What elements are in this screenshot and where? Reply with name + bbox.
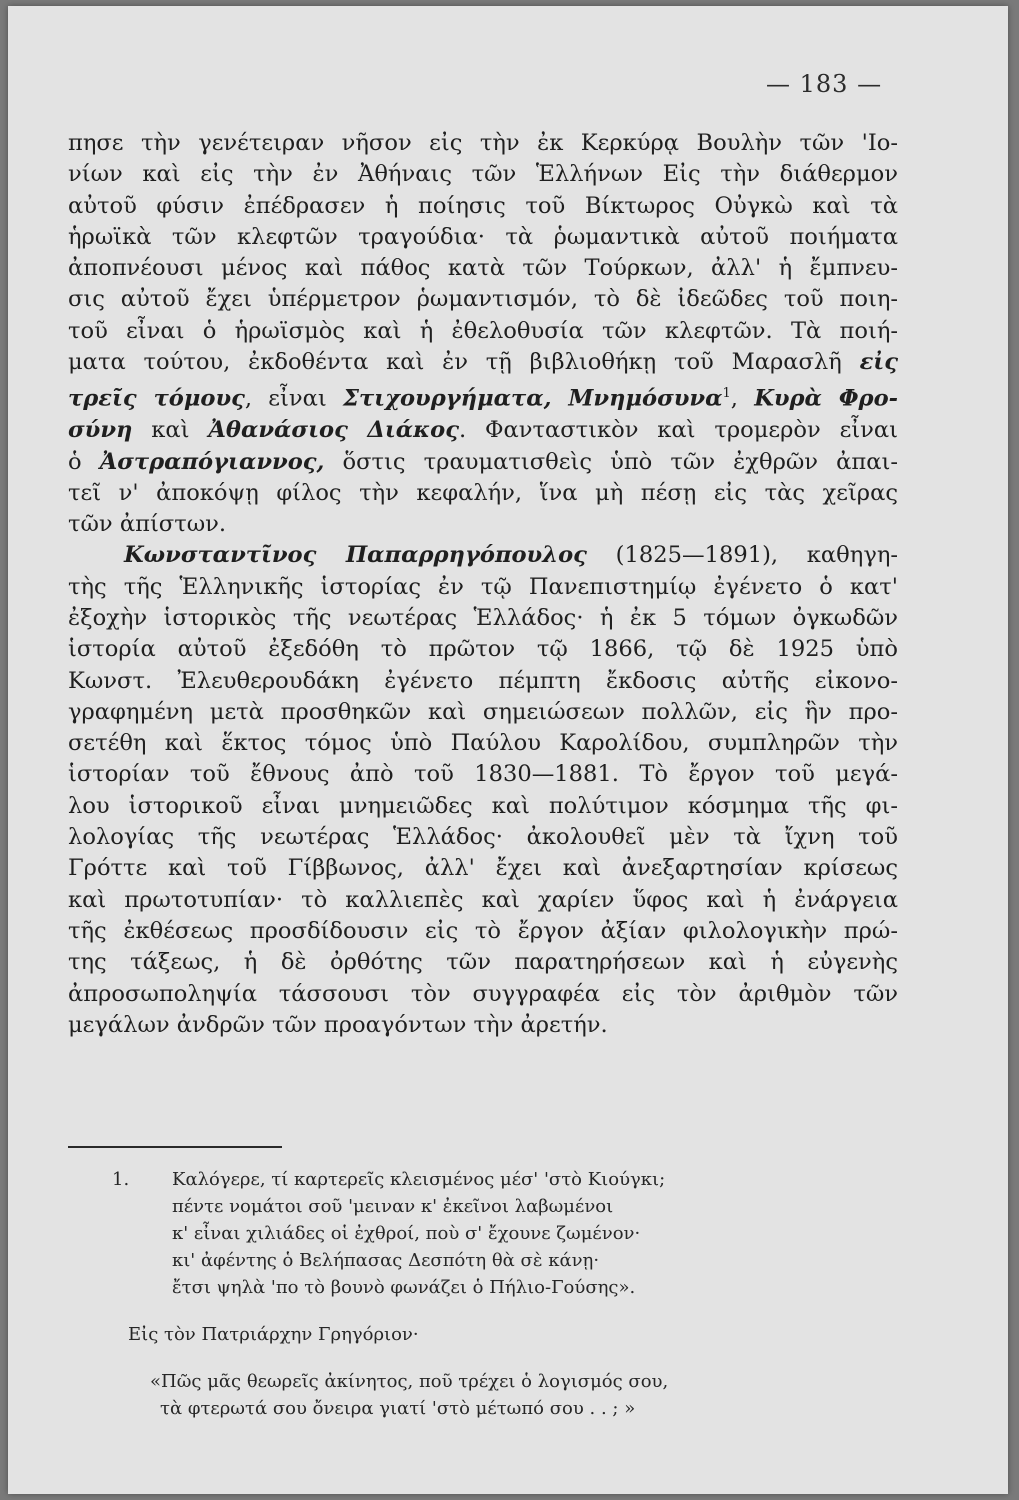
- emphasis: Ἀθανάσιος Διάκος: [208, 417, 459, 444]
- emphasis: σύνη: [68, 417, 133, 444]
- text-line: τῶν ἀπίστων.: [68, 511, 227, 538]
- footnote-ref: 1: [722, 386, 731, 402]
- emphasis: Στιχουργήματα, Μνημόσυνα: [342, 385, 723, 412]
- text-line: ὁ Ἀστραπόγιαννος, ὅστις τραυματισθεὶς ὑπὸ τῶν ἐχθρῶν ἀπαι-: [68, 448, 898, 475]
- text-line: τὴς τῆς Ἑλληνικῆς ἱστορίας ἐν τῷ Πανεπιστημίῳ ἐγένετο ὁ κατ': [68, 573, 898, 600]
- emphasis: εἰς: [859, 349, 898, 376]
- text-line: ἀποπνέουσι μένος καὶ πάθος κατὰ τῶν Τούρκων, ἀλλ' ἡ ἔμπνευ-: [68, 255, 898, 282]
- book-page: [8, 6, 1008, 1494]
- text-line: σετέθη καὶ ἕκτος τόμος ὑπὸ Παύλου Καρολίδου, συμπληρῶν τὴν: [68, 730, 898, 757]
- text-line: ἡρωϊκὰ τῶν κλεφτῶν τραγούδια· τὰ ῥωμαντικὰ αὐτοῦ ποιήματα: [68, 223, 898, 250]
- footnote-line: πέντε νομάτοι σοῦ 'μειναν κ' ἐκεῖνοι λαβωμένοι: [172, 1196, 614, 1217]
- footnote-line: τὰ φτερωτά σου ὄνειρα γιατί 'στὸ μέτωπό σου . . ; »: [160, 1398, 636, 1419]
- text-line: αὐτοῦ φύσιν ἐπέδρασεν ἡ ποίησις τοῦ Βίκτωρος Οὐγκὼ καὶ τὰ: [68, 192, 898, 219]
- footnote-line: κ' εἶναι χιλιάδες οἱ ἐχθροί, ποὺ σ' ἔχουνε ζωμένον·: [172, 1223, 641, 1244]
- footnote-line: κι' ἀφέντης ὁ Βελήπασας Δεσπότη θὰ σὲ κάνῃ·: [172, 1250, 600, 1271]
- text-line: λολογίας τῆς νεωτέρας Ἑλλάδος· ἀκολουθεῖ μὲν τὰ ἴχνη τοῦ: [68, 824, 898, 851]
- text-line: ἱστορία αὐτοῦ ἐξεδόθη τὸ πρῶτον τῷ 1866, τῷ δὲ 1925 ὑπὸ: [68, 636, 898, 663]
- body-text: [68, 128, 898, 1041]
- text-line: καὶ πρωτοτυπίαν· τὸ καλλιεπὲς καὶ χαρίεν ὕφος καὶ ἡ ἐνάργεια: [68, 886, 898, 913]
- text-line: ἐξοχὴν ἱστορικὸς τῆς νεωτέρας Ἑλλάδος· ἡ ἐκ 5 τόμων ὀγκωδῶν: [68, 604, 898, 631]
- text-line: Κωνσταντῖνος Παπαρρηγόπουλος (1825—1891), καθηγη-: [124, 542, 898, 569]
- emphasis: Κυρὰ Φρο-: [754, 385, 899, 412]
- text-line: τεῖ ν' ἀποκόψῃ φίλος τὴν κεφαλήν, ἵνα μὴ πέσῃ εἰς τὰς χεῖρας: [68, 479, 898, 506]
- footnote-line: ἔτσι ψηλὰ 'πο τὸ βουνὸ φωνάζει ὁ Πήλιο-Γούσης».: [172, 1277, 636, 1298]
- text-line: ἀπροσωποληψία τάσσουσι τὸν συγγραφέα εἰς τὸν ἀριθμὸν τῶν: [68, 980, 898, 1007]
- text-line: μεγάλων ἀνδρῶν τῶν προαγόντων τὴν ἀρετήν.: [68, 1011, 608, 1038]
- text-line: πησε τὴν γενέτειραν νῆσον εἰς τὴν ἐκ Κερκύρᾳ Βουλὴν τῶν 'Ιο-: [68, 130, 898, 156]
- footnote-line: 1. Καλόγερε, τί καρτερεῖς κλεισμένος μέσ' 'στὸ Κιούγκι;: [68, 1166, 898, 1193]
- text-line: της τάξεως, ἡ δὲ ὀρθότης τῶν παρατηρήσεων καὶ ἡ εὐγενὴς: [68, 949, 898, 976]
- text-line: γραφημένη μετὰ προσθηκῶν καὶ σημειώσεων πολλῶν, εἰς ἣν προ-: [68, 698, 898, 725]
- emphasis: Κωνσταντῖνος Παπαρρηγόπουλος: [124, 542, 587, 569]
- text-line: σύνη καὶ Ἀθανάσιος Διάκος. Φανταστικὸν καὶ τρομερὸν εἶναι: [68, 417, 898, 444]
- text-line: τρεῖς τόμους, εἶναι Στιχουργήματα, Μνημόσυνα$^1$, Κυρὰ Φρο-: [68, 385, 899, 412]
- footnote-line: «Πῶς μᾶς θεωρεῖς ἀκίνητος, ποῦ τρέχει ὁ λογισμός σου,: [150, 1371, 669, 1392]
- text-line: τοῦ εἶναι ὁ ἡρωϊσμὸς καὶ ἡ ἐθελοθυσία τῶν κλεφτῶν. Τὰ ποιή-: [68, 317, 898, 344]
- footnote-divider: [68, 1146, 282, 1148]
- emphasis: τρεῖς τόμους: [68, 385, 245, 412]
- text-line: τῆς ἐκθέσεως προσδίδουσιν εἰς τὸ ἔργον ἀξίαν φιλολογικὴν πρώ-: [68, 917, 898, 944]
- text-line: ματα τούτου, ἐκδοθέντα καὶ ἐν τῇ βιβλιοθήκῃ τοῦ Μαρασλῆ εἰς: [68, 349, 898, 376]
- footnote-line: Εἰς τὸν Πατριάρχην Γρηγόριον·: [128, 1324, 419, 1345]
- footnote-number: 1.: [112, 1169, 130, 1190]
- text-line: λου ἱστορικοῦ εἶναι μνημειῶδες καὶ πολύτιμον κόσμημα τῆς φι-: [68, 792, 898, 819]
- text-line: Κωνστ. Ἐλευθερουδάκη ἐγένετο πέμπτη ἔκδοσις αὐτῆς εἰκονο-: [68, 667, 898, 694]
- footnotes: [68, 1166, 898, 1422]
- text-line: σις αὐτοῦ ἔχει ὑπέρμετρον ῥωμαντισμόν, τὸ δὲ ἰδεῶδες τοῦ ποιη-: [68, 286, 898, 313]
- text-line: Γρόττε καὶ τοῦ Γίββωνος, ἀλλ' ἔχει καὶ ἀνεξαρτησίαν κρίσεως: [68, 855, 898, 882]
- text-line: νίων καὶ εἰς τὴν ἐν Ἀθήναις τῶν Ἑλλήνων Εἰς τὴν διάθερμον: [68, 161, 898, 188]
- emphasis: Ἀστραπόγιαννος,: [99, 448, 325, 475]
- page-number: — 183 —: [766, 70, 883, 98]
- text-line: ἱστορίαν τοῦ ἔθνους ἀπὸ τοῦ 1830—1881. Τὸ ἔργον τοῦ μεγά-: [68, 761, 898, 788]
